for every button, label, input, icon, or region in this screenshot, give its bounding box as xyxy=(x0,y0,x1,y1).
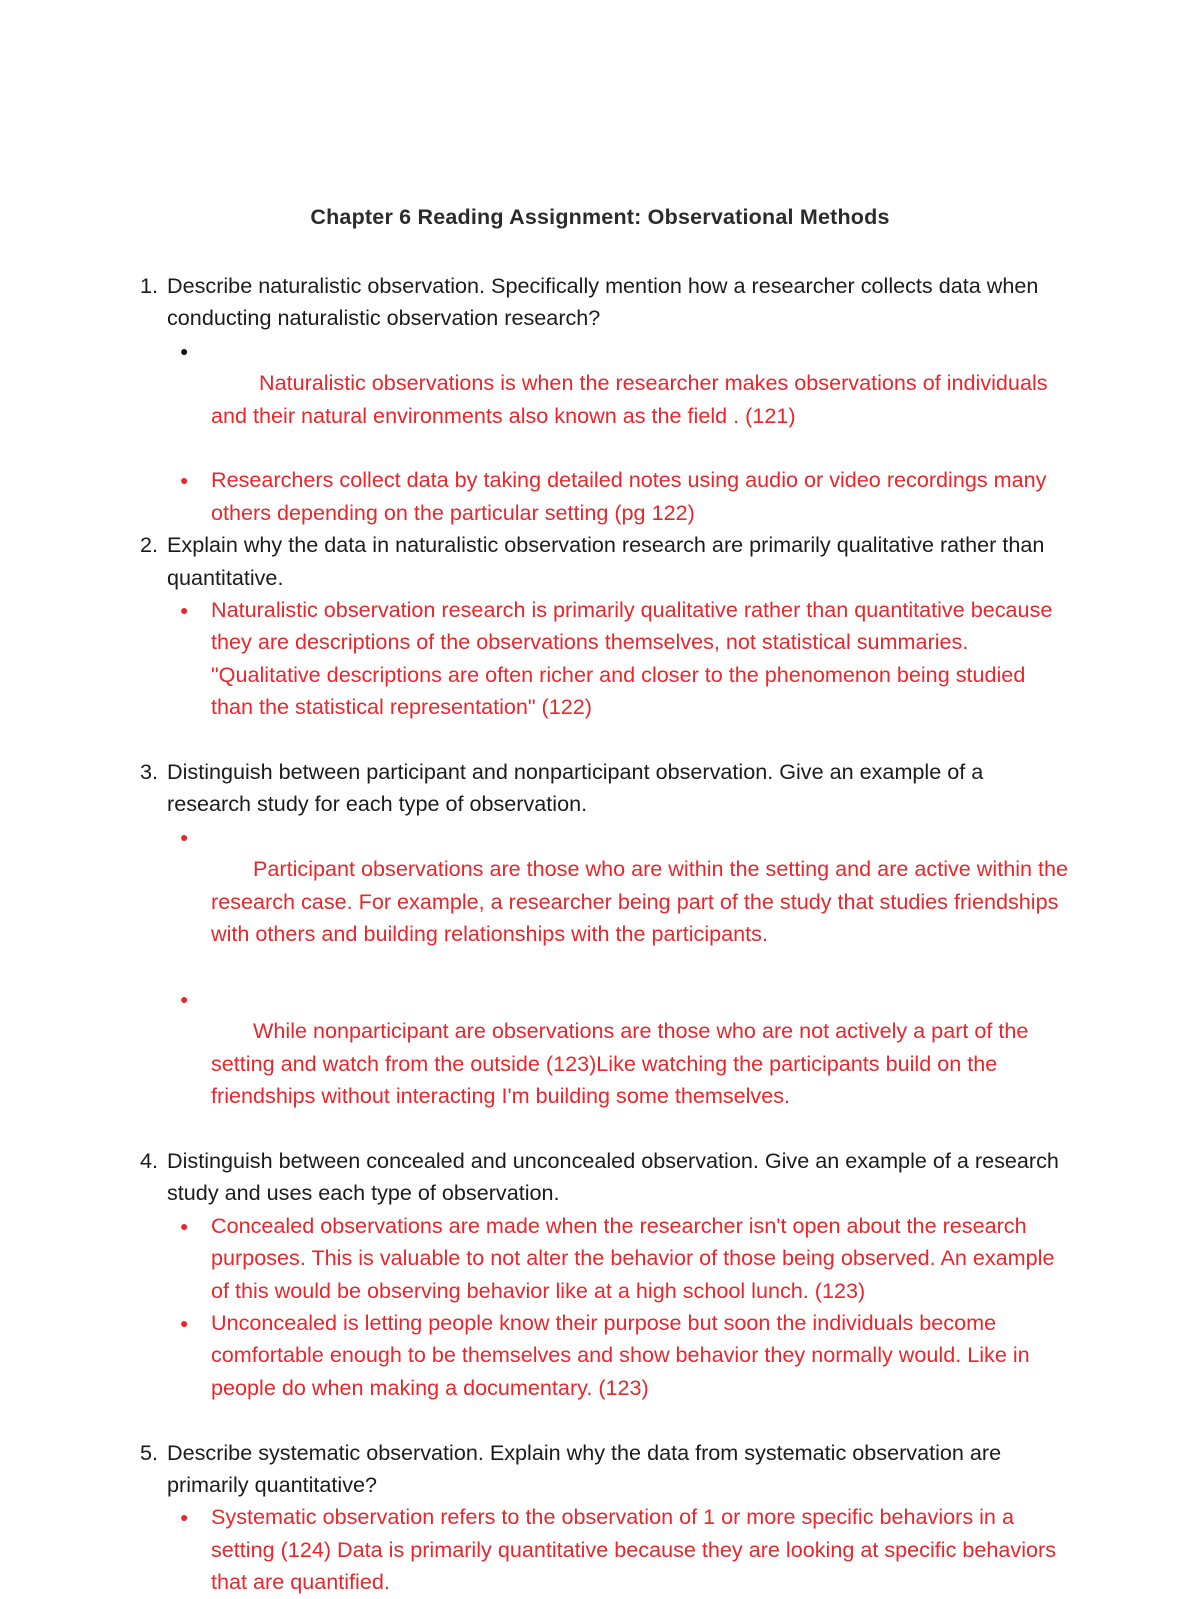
answer-text: Concealed observations are made when the researcher isn't open about the research purposes. This is valuable to not alter the behavior of those being observed. An example of this would be observing behavior like at a high school lunch. (123) xyxy=(211,1212,1055,1303)
question-text: Distinguish between participant and nonparticipant observation. Give an example of a research study for each type of observation. xyxy=(167,759,984,817)
question-text: Explain why the data in naturalistic observation research are primarily qualitative rather than quantitative. xyxy=(167,532,1045,590)
question-4 xyxy=(140,1145,1070,1210)
question-text: Describe naturalistic observation. Specifically mention how a researcher collects data when conducting naturalistic observation research? xyxy=(167,273,1039,331)
bullet-icon: ● xyxy=(180,472,189,489)
spacer xyxy=(140,1404,1070,1436)
question-2 xyxy=(140,529,1070,594)
answer-text: Unconcealed is letting people know their purpose but soon the individuals become comfortable enough to be themselves and show behavior they normally would. Like in people do when making a documentary. (123) xyxy=(211,1309,1030,1400)
question-number: 4. xyxy=(140,1147,159,1173)
question-number: 1. xyxy=(140,273,159,298)
answer-item xyxy=(140,335,1070,465)
bullet-icon: ● xyxy=(180,1314,189,1331)
bullet-icon: ● xyxy=(180,602,189,619)
answer-text: Researchers collect data by taking detailed notes using audio or video recordings many others depending on the particular setting (pg 122) xyxy=(211,467,1047,525)
question-text: Describe systematic observation. Explain why the data from systematic observation are primarily quantitative? xyxy=(167,1439,1002,1497)
question-text: Distinguish between concealed and unconcealed observation. Give an example of a research study and uses each type of observation. xyxy=(167,1147,1059,1206)
question-number: 3. xyxy=(140,759,159,785)
answer-item xyxy=(140,464,1070,529)
bullet-icon: ● xyxy=(180,342,189,359)
question-5 xyxy=(140,1437,1070,1502)
answer-item xyxy=(140,1307,1070,1404)
bullet-icon: ● xyxy=(180,1217,189,1234)
answer-text: Participant observations are those who are within the setting and are active within the research case. For example, a researcher being part of the study that studies friendships with others and building relationships with the participants. xyxy=(211,856,1075,947)
answer-text: Systematic observation refers to the observation of 1 or more specific behaviors in a setting (124) Data is primarily quantitative because they are looking at specific behaviors that are quantified. xyxy=(211,1504,1056,1595)
question-number: 2. xyxy=(140,532,159,558)
answer-item xyxy=(140,1210,1070,1307)
question-number: 5. xyxy=(140,1439,159,1465)
document-title: Chapter 6 Reading Assignment: Observational Methods xyxy=(310,205,890,229)
answer-item xyxy=(140,1501,1070,1598)
question-1 xyxy=(140,270,1070,335)
bullet-icon: ● xyxy=(180,828,189,845)
document-body xyxy=(140,270,1075,1599)
question-3 xyxy=(140,756,1070,821)
bullet-icon: ● xyxy=(180,990,189,1007)
answer-item xyxy=(140,983,1070,1145)
answer-text: While nonparticipant are observations are those who are not actively a part of the setting and watch from the outside (123)Like watching the participants build on the friendships without interacting I'm building some themselves. xyxy=(211,1018,1035,1109)
answer-item xyxy=(140,594,1070,724)
answer-text: Naturalistic observations is when the researcher makes observations of individuals and their natural environments also known as the field . (121) xyxy=(211,370,1054,428)
spacer xyxy=(140,724,1070,756)
answer-text: Naturalistic observation research is primarily qualitative rather than quantitative because they are descriptions of the observations themselves, not statistical summaries. "Qualitative descriptions are often richer and closer to the phenomenon being studied than the statistical representation" (122) xyxy=(211,597,1053,720)
bullet-icon: ● xyxy=(180,1509,189,1526)
answer-item xyxy=(140,821,1075,983)
